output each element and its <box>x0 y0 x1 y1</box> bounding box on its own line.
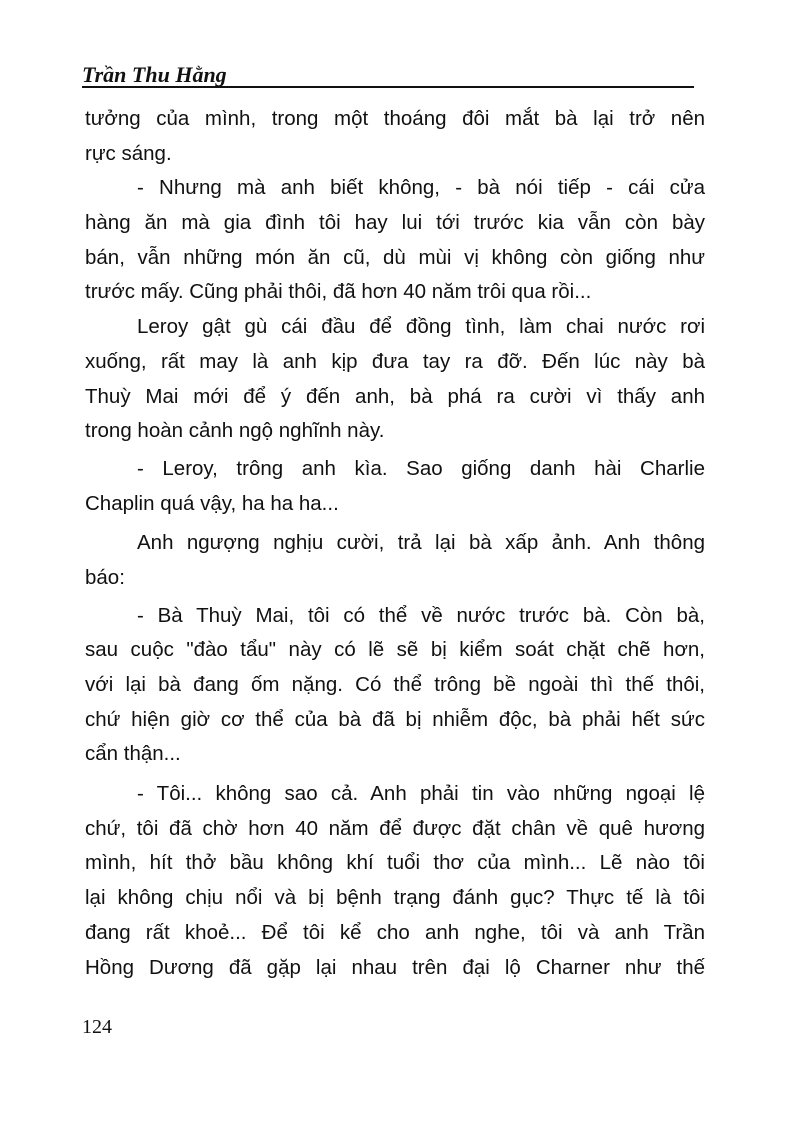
text-line: mình, hít thở bầu không khí tuổi thơ của mình... Lẽ nào tôi <box>85 851 705 875</box>
text-line: hàng ăn mà gia đình tôi hay lui tới trước kia vẫn còn bày <box>85 211 705 235</box>
text-line: Leroy gật gù cái đầu để đồng tình, làm chai nước rơi <box>137 315 705 339</box>
paragraph <box>85 599 705 772</box>
header-rule <box>82 86 694 88</box>
paragraph <box>85 777 705 985</box>
text-line: Hồng Dương đã gặp lại nhau trên đại lộ Charner như thế <box>85 955 705 979</box>
text-line: trước mấy. Cũng phải thôi, đã hơn 40 năm trôi qua rồi... <box>85 280 592 304</box>
text-line: bán, vẫn những món ăn cũ, dù mùi vị không còn giống như <box>85 245 705 269</box>
text-line: sau cuộc "đào tẩu" này có lẽ sẽ bị kiểm soát chặt chẽ hơn, <box>85 638 705 662</box>
text-line: chứ, tôi đã chờ hơn 40 năm để được đặt chân về quê hương <box>85 816 705 840</box>
text-line: tưởng của mình, trong một thoáng đôi mắt bà lại trở nên <box>85 107 705 130</box>
text-line: - Leroy, trông anh kìa. Sao giống danh hài Charlie <box>137 456 705 480</box>
text-line: báo: <box>85 565 125 589</box>
paragraph <box>85 102 705 171</box>
paragraph <box>85 310 705 449</box>
paragraph <box>85 526 705 595</box>
text-line: rực sáng. <box>85 141 172 165</box>
paragraph <box>85 171 705 310</box>
text-line: lại không chịu nổi và bị bệnh trạng đánh gục? Thực tế là tôi <box>85 886 705 910</box>
text-line: trong hoàn cảnh ngộ nghĩnh này. <box>85 419 385 443</box>
text-line: Thuỳ Mai mới để ý đến anh, bà phá ra cười vì thấy anh <box>85 384 705 408</box>
text-line: - Bà Thuỳ Mai, tôi có thể về nước trước bà. Còn bà, <box>137 603 705 627</box>
page-body <box>85 102 705 985</box>
text-line: Chaplin quá vậy, ha ha ha... <box>85 491 339 515</box>
paragraph <box>85 452 705 521</box>
text-line: cẩn thận... <box>85 742 181 766</box>
text-line: - Nhưng mà anh biết không, - bà nói tiếp - cái cửa <box>137 176 705 200</box>
text-line: Anh ngượng nghịu cười, trả lại bà xấp ảnh. Anh thông <box>137 531 705 555</box>
text-line: xuống, rất may là anh kịp đưa tay ra đỡ. Đến lúc này bà <box>85 349 705 373</box>
text-line: - Tôi... không sao cả. Anh phải tin vào những ngoại lệ <box>137 782 705 806</box>
text-line: với lại bà đang ốm nặng. Có thể trông bề ngoài thì thế thôi, <box>85 673 705 696</box>
text-line: đang rất khoẻ... Để tôi kể cho anh nghe, tôi và anh Trần <box>85 920 705 944</box>
text-line: chứ hiện giờ cơ thể của bà đã bị nhiễm độc, bà phải hết sức <box>85 707 705 731</box>
page-number: 124 <box>82 1016 112 1038</box>
running-header-author: Trần Thu Hằng <box>82 62 227 87</box>
